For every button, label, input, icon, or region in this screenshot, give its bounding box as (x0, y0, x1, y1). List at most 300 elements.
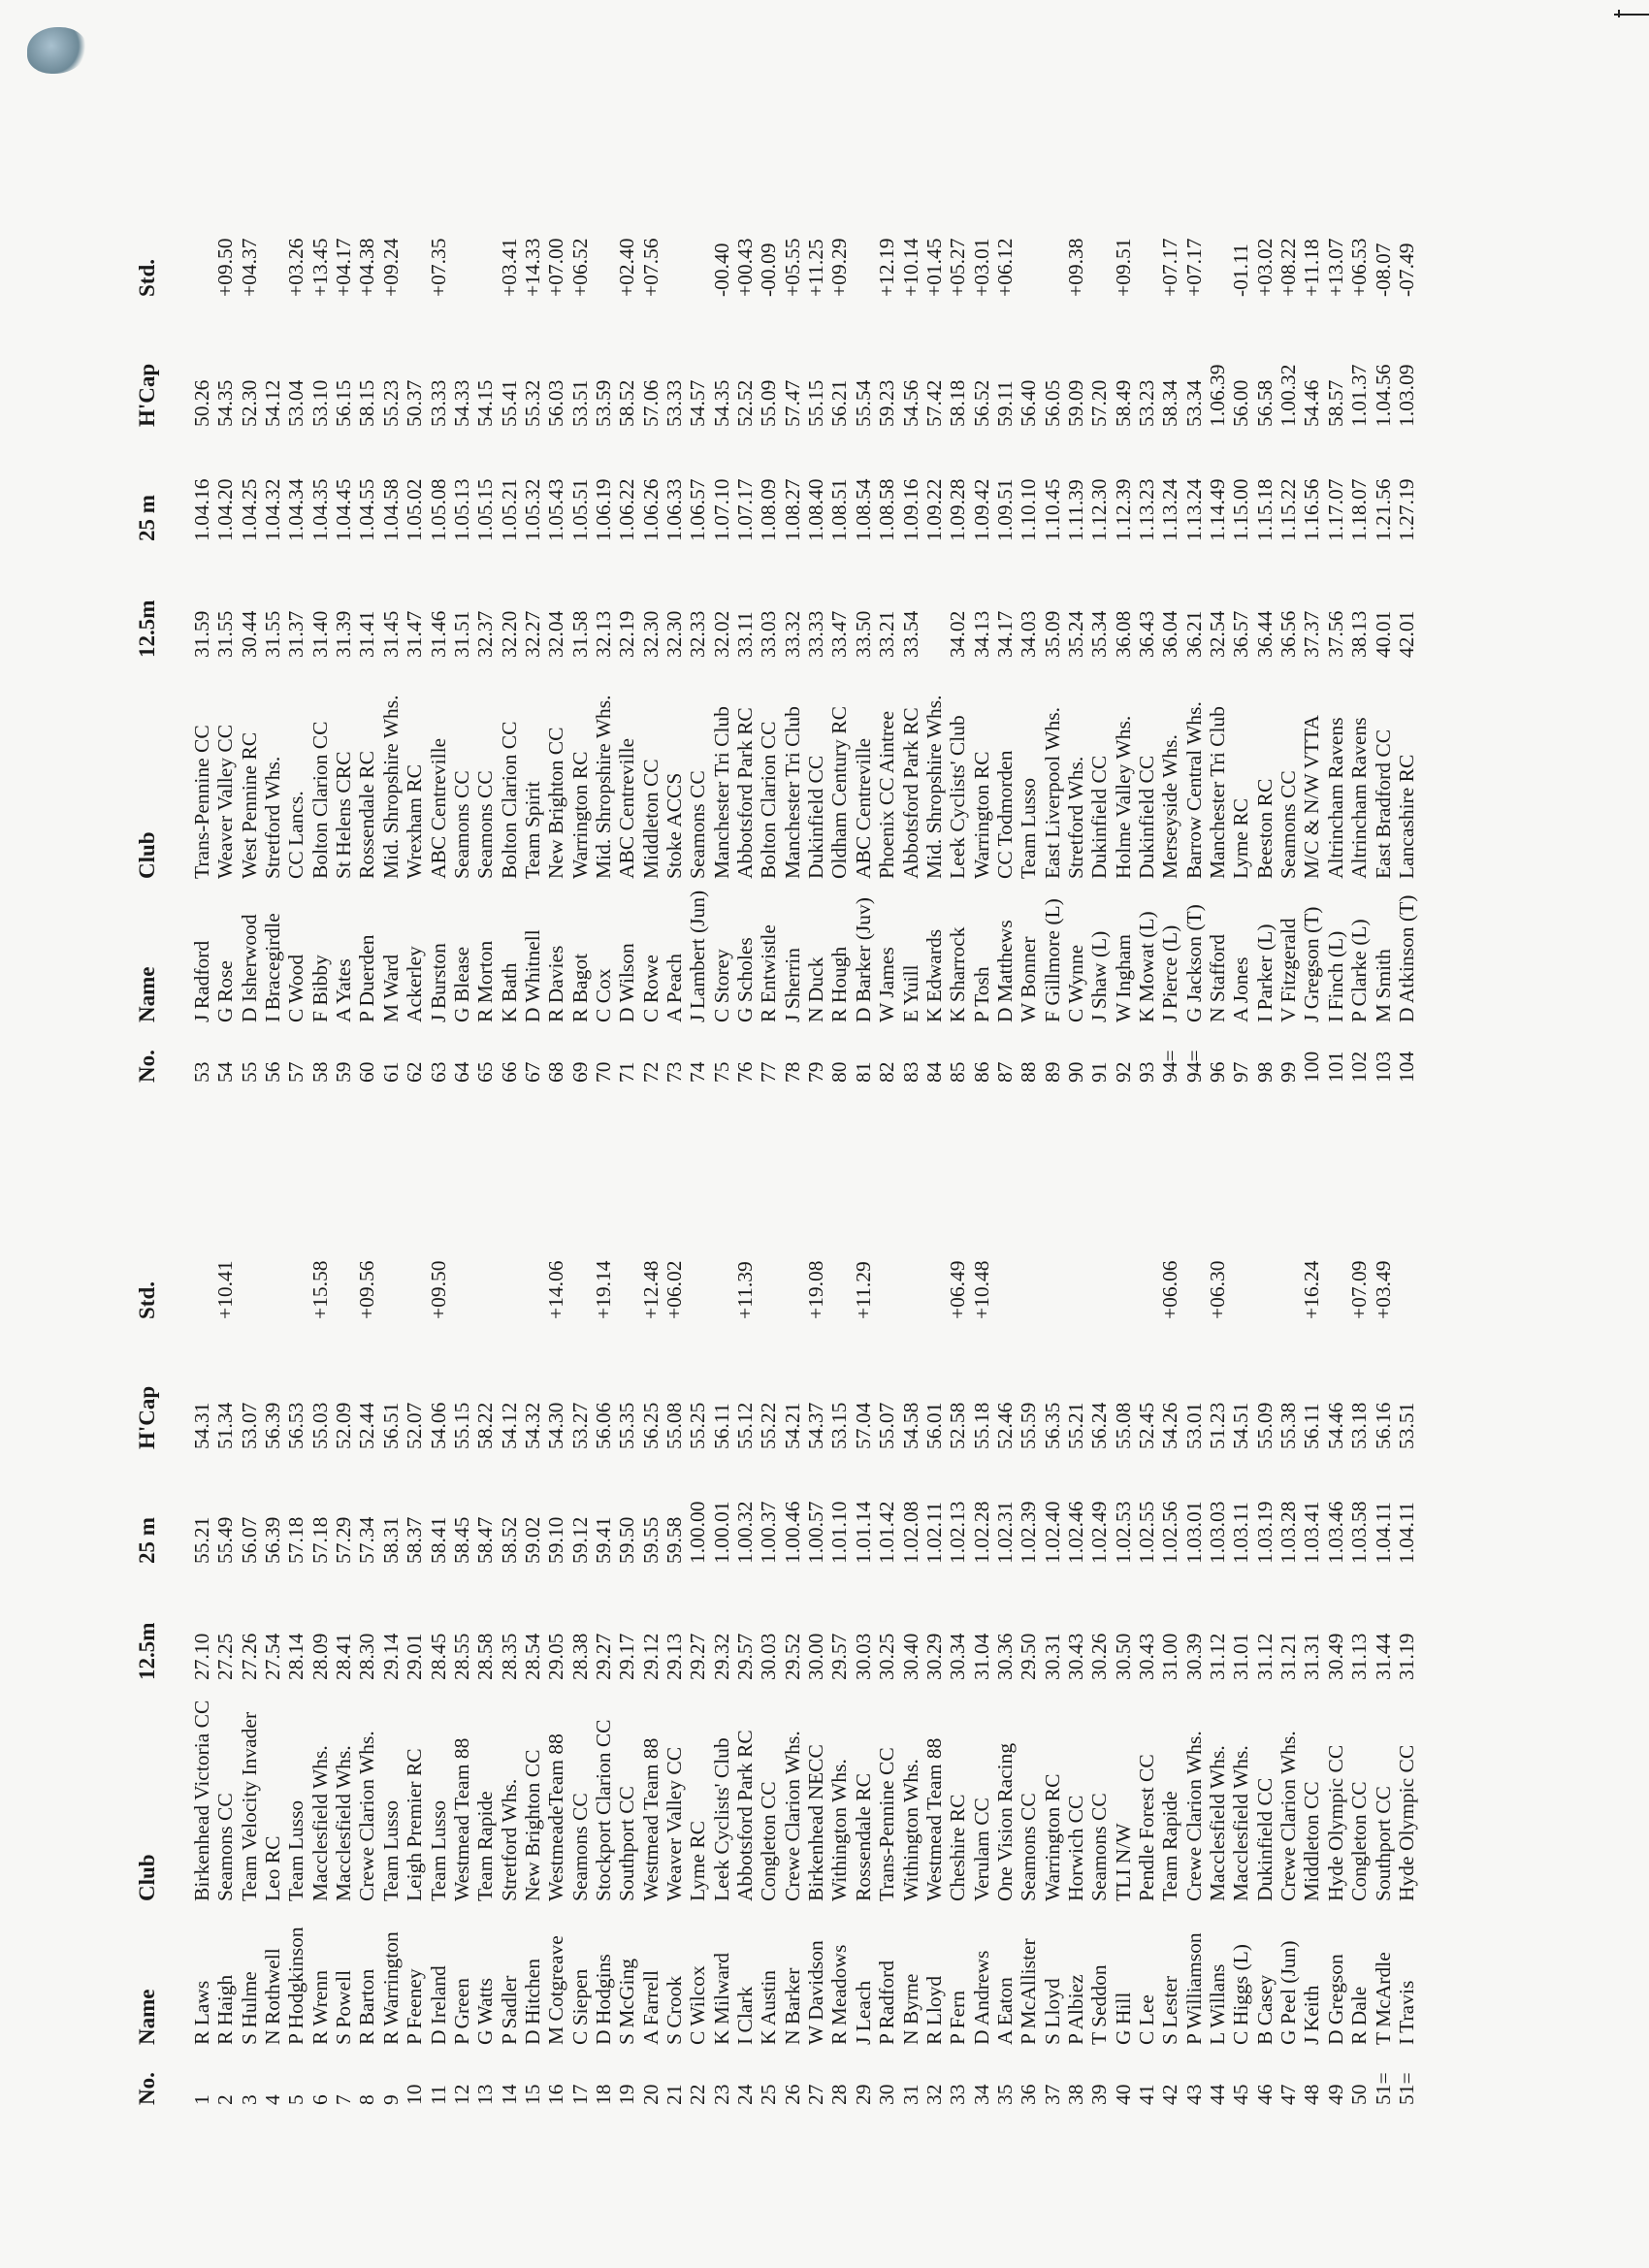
result-row (710, 113, 733, 1083)
cell-hc: 53.51 (1394, 1402, 1418, 1449)
result-row (1300, 113, 1323, 1083)
cell-t2: 1.02.31 (992, 1501, 1017, 1564)
cell-hc: 53.04 (284, 379, 308, 427)
result-row (1206, 1135, 1229, 2105)
cell-hc: 50.37 (403, 379, 427, 427)
cell-hc: 58.49 (1111, 379, 1135, 427)
cell-t2: 1.12.39 (1111, 478, 1135, 541)
cell-t2: 1.02.40 (1040, 1501, 1064, 1564)
result-row (922, 113, 946, 1083)
result-row (1064, 1135, 1087, 2105)
cell-no: 3 (237, 2094, 261, 2105)
cell-t1: 32.30 (663, 610, 686, 658)
result-row (1395, 113, 1418, 1083)
cell-club: Team Lusso (426, 1799, 450, 1901)
cell-t2: 1.02.39 (1017, 1501, 1041, 1564)
cell-name: J Radford (190, 940, 213, 1022)
cell-hc: 57.20 (1087, 379, 1112, 427)
cell-no: 60 (355, 1061, 379, 1083)
cell-no: 29 (851, 2084, 875, 2105)
cell-hc: 55.22 (757, 1402, 781, 1449)
cell-club: Stretford Whs. (261, 756, 285, 879)
cell-name: D Matthews (992, 920, 1017, 1022)
cell-t2: 1.03.58 (1347, 1501, 1372, 1564)
cell-t2: 1.04.58 (378, 478, 403, 541)
cell-club: Abbotsford Park RC (733, 1730, 758, 1901)
cell-t2: 1.01.14 (851, 1501, 875, 1564)
result-row (1324, 113, 1347, 1083)
result-row (332, 113, 355, 1083)
cell-t1: 28.54 (520, 1633, 544, 1680)
cell-name: P Fern (946, 1991, 970, 2045)
cell-no: 4 (261, 2094, 285, 2105)
cell-t2: 57.34 (355, 1516, 379, 1564)
cell-no: 54 (213, 1061, 238, 1083)
cell-t2: 1.04.11 (1371, 1502, 1395, 1564)
cell-t2: 1.03.11 (1229, 1502, 1253, 1564)
cell-t2: 1.05.15 (473, 478, 498, 541)
cell-no: 55 (237, 1061, 261, 1083)
cell-std: +07.17 (1158, 238, 1182, 297)
cell-name: G Jackson (T) (1181, 904, 1206, 1022)
result-row (1064, 113, 1087, 1083)
result-row (1017, 113, 1040, 1083)
result-row (804, 113, 827, 1083)
cell-t1: 30.31 (1040, 1633, 1064, 1680)
cell-no: 88 (1017, 1061, 1041, 1083)
cell-club: Dukinfield CC (804, 755, 828, 879)
cell-name: F Gillmore (L) (1040, 898, 1064, 1022)
cell-std: +04.37 (237, 238, 261, 297)
cell-no: 61 (378, 1061, 403, 1083)
cell-name: R Morton (473, 940, 498, 1022)
result-row (1347, 1135, 1371, 2105)
cell-no: 32 (922, 2084, 946, 2105)
cell-name: G Blease (449, 946, 473, 1022)
cell-t1: 30.03 (757, 1633, 781, 1680)
cell-std: +14.06 (544, 1260, 568, 1319)
cell-no: 36 (1017, 2084, 1041, 2105)
cell-std: +06.06 (1158, 1260, 1182, 1319)
cell-name: R Bagot (567, 953, 592, 1022)
cell-t1: 37.56 (1323, 610, 1347, 658)
cell-club: Seamons CC (213, 1793, 238, 1901)
cell-club: Hyde Olympic CC (1394, 1744, 1418, 1901)
cell-hc: 53.33 (426, 379, 450, 427)
cell-hc: 1.00.32 (1277, 364, 1301, 427)
cell-club: Weaver Valley CC (663, 1746, 686, 1901)
cell-no: 2 (213, 2094, 238, 2105)
result-row (1112, 1135, 1135, 2105)
cell-std: +11.25 (804, 239, 828, 297)
cell-std: +09.29 (827, 238, 852, 297)
cell-t1: 29.12 (638, 1633, 663, 1680)
cell-std: +05.55 (780, 238, 804, 297)
result-row (403, 1135, 426, 2105)
cell-club: Team Rapide (473, 1791, 498, 1901)
cell-no: 37 (1040, 2084, 1064, 2105)
cell-club: Seamons CC (567, 1793, 592, 1901)
cell-hc: 55.08 (1111, 1402, 1135, 1449)
cell-no: 42 (1158, 2084, 1182, 2105)
cell-t2: 59.12 (567, 1516, 592, 1564)
result-row (710, 1135, 733, 2105)
cell-name: A Farrell (638, 1969, 663, 2045)
cell-name: R Dale (1347, 1986, 1372, 2045)
cell-std: +03.49 (1371, 1260, 1395, 1319)
cell-club: Withington Whs. (898, 1759, 922, 1901)
cell-no: 67 (520, 1061, 544, 1083)
cell-club: Abbotsford Park RC (733, 707, 758, 879)
cell-hc: 54.21 (780, 1402, 804, 1449)
cell-t2: 1.05.32 (520, 478, 544, 541)
header-no: No. (135, 2072, 159, 2105)
cell-name: P Duerden (355, 934, 379, 1022)
cell-t2: 1.02.13 (946, 1501, 970, 1564)
result-row (686, 1135, 709, 2105)
cell-t1: 31.58 (567, 610, 592, 658)
cell-t2: 1.04.55 (355, 478, 379, 541)
cell-club: Crewe Clarion Whs. (1181, 1731, 1206, 1901)
cell-name: L Willans (1206, 1963, 1230, 2045)
cell-hc: 54.31 (190, 1402, 213, 1449)
cell-t2: 1.03.03 (1206, 1501, 1230, 1564)
cell-club: TLI N/W (1111, 1823, 1135, 1901)
cell-hc: 54.57 (686, 379, 710, 427)
cell-club: Team Velocity Invader (237, 1711, 261, 1901)
cell-hc: 56.01 (922, 1402, 946, 1449)
cell-t2: 1.18.07 (1347, 478, 1372, 541)
header-25m: 25 m (135, 495, 159, 541)
cell-club: Manchester Tri Club (780, 706, 804, 879)
cell-t2: 1.05.13 (449, 478, 473, 541)
result-row (213, 113, 237, 1083)
result-row (1324, 1135, 1347, 2105)
cell-t1: 31.04 (969, 1633, 993, 1680)
cell-club: Stretford Whs. (1063, 756, 1087, 879)
cell-t2: 59.55 (638, 1516, 663, 1564)
cell-hc: 55.15 (804, 379, 828, 427)
result-row (355, 113, 378, 1083)
cell-name: C Wilcox (686, 1965, 710, 2045)
cell-club: Trans-Pennine CC (190, 725, 213, 879)
cell-t1: 27.25 (213, 1633, 238, 1680)
result-row (899, 1135, 922, 2105)
cell-name: K Milward (709, 1953, 733, 2045)
cell-hc: 56.25 (638, 1402, 663, 1449)
cell-club: Team Lusso (1017, 777, 1041, 879)
cell-hc: 56.00 (1229, 379, 1253, 427)
cell-t2: 1.08.27 (780, 478, 804, 541)
cell-name: R Meadows (827, 1944, 852, 2045)
cell-hc: 56.58 (1252, 379, 1277, 427)
cell-name: S Lloyd (1040, 1978, 1064, 2045)
cell-std: +06.52 (567, 238, 592, 297)
cell-no: 49 (1323, 2084, 1347, 2105)
cell-t2: 1.01.10 (827, 1501, 852, 1564)
cell-no: 72 (638, 1061, 663, 1083)
cell-t2: 1.11.39 (1063, 479, 1087, 541)
result-row (521, 1135, 544, 2105)
result-row (1347, 113, 1371, 1083)
cell-no: 79 (804, 1061, 828, 1083)
cell-t2: 1.21.56 (1371, 478, 1395, 541)
cell-name: N Duck (804, 956, 828, 1022)
cell-club: Stockport Clarion CC (591, 1719, 615, 1901)
cell-std: +06.49 (946, 1260, 970, 1319)
cell-no: 97 (1229, 1061, 1253, 1083)
cell-no: 48 (1300, 2084, 1324, 2105)
cell-name: G Rose (213, 960, 238, 1022)
cell-t1: 28.30 (355, 1633, 379, 1680)
cell-club: Lancashire RC (1394, 754, 1418, 879)
cell-std: +06.30 (1206, 1260, 1230, 1319)
cell-t1: 30.36 (992, 1633, 1017, 1680)
cell-club: Altrincham Ravens (1323, 717, 1347, 879)
cell-no: 50 (1347, 2084, 1372, 2105)
cell-club: Seamons CC (473, 770, 498, 879)
cell-t1: 30.34 (946, 1633, 970, 1680)
cell-t1: 31.31 (1300, 1633, 1324, 1680)
result-row (473, 113, 497, 1083)
result-row (1229, 113, 1252, 1083)
cell-hc: 56.51 (378, 1402, 403, 1449)
cell-t2: 1.00.46 (780, 1501, 804, 1564)
cell-hc: 54.37 (804, 1402, 828, 1449)
result-row (827, 113, 851, 1083)
cell-club: Weaver Valley CC (213, 724, 238, 879)
header-club: Club (135, 1854, 159, 1901)
cell-club: ABC Centreville (615, 737, 639, 879)
cell-name: P Clarke (L) (1347, 919, 1372, 1022)
cell-name: A Eaton (992, 1977, 1017, 2045)
cell-club: East Bradford CC (1371, 729, 1395, 879)
cell-club: Westmead Team 88 (922, 1737, 946, 1901)
cell-club: Middleton CC (1300, 1781, 1324, 1901)
cell-t2: 1.17.07 (1323, 478, 1347, 541)
cell-no: 24 (733, 2084, 758, 2105)
cell-name: D Hitchen (520, 1959, 544, 2045)
cell-name: C Rowe (638, 955, 663, 1022)
cell-t1: 42.01 (1394, 610, 1418, 658)
cell-no: 35 (992, 2084, 1017, 2105)
cell-t2: 1.27.19 (1394, 478, 1418, 541)
result-row (733, 1135, 757, 2105)
cell-no: 84 (922, 1061, 946, 1083)
cell-hc: 55.32 (520, 379, 544, 427)
cell-std: +13.07 (1323, 238, 1347, 297)
cell-no: 69 (567, 1061, 592, 1083)
result-row (284, 113, 307, 1083)
cell-t1: 36.56 (1277, 610, 1301, 658)
header-hcap: H'Cap (135, 1385, 159, 1449)
cell-no: 5 (284, 2094, 308, 2105)
result-row (1135, 1135, 1158, 2105)
cell-t2: 1.05.08 (426, 478, 450, 541)
cell-t2: 1.02.46 (1063, 1501, 1087, 1564)
result-row (1372, 113, 1395, 1083)
results-column-right (136, 113, 1591, 1083)
result-row (238, 1135, 261, 2105)
cell-no: 13 (473, 2084, 498, 2105)
cell-hc: 55.59 (1017, 1402, 1041, 1449)
cell-t1: 27.10 (190, 1633, 213, 1680)
cell-t2: 1.02.28 (969, 1501, 993, 1564)
cell-name: T Seddon (1087, 1964, 1112, 2045)
cell-club: Southport CC (1371, 1786, 1395, 1901)
cell-hc: 54.15 (473, 379, 498, 427)
cell-t1: 28.14 (284, 1633, 308, 1680)
cell-t1: 30.03 (851, 1633, 875, 1680)
cell-t2: 1.03.28 (1277, 1501, 1301, 1564)
cell-name: P Tosh (969, 966, 993, 1022)
cell-std: +11.39 (733, 1261, 758, 1319)
cell-t1: 36.04 (1158, 610, 1182, 658)
cell-t1: 38.13 (1347, 610, 1372, 658)
cell-name: C Wynne (1063, 944, 1087, 1022)
cell-no: 33 (946, 2084, 970, 2105)
cell-hc: 56.16 (1371, 1402, 1395, 1449)
cell-t2: 1.09.42 (969, 478, 993, 541)
cell-club: Team Lusso (284, 1799, 308, 1901)
result-row (970, 1135, 993, 2105)
cell-no: 94= (1158, 1050, 1182, 1083)
cell-no: 21 (663, 2084, 686, 2105)
cell-hc: 52.44 (355, 1402, 379, 1449)
cell-std: +08.22 (1277, 238, 1301, 297)
cell-club: Horwich CC (1063, 1795, 1087, 1901)
cell-club: Dukinfield CC (1087, 755, 1112, 879)
cell-t2: 1.08.09 (757, 478, 781, 541)
cell-hc: 55.38 (1277, 1402, 1301, 1449)
result-row (1182, 113, 1206, 1083)
cell-t1: 29.01 (403, 1633, 427, 1680)
cell-t1: 32.30 (638, 610, 663, 658)
cell-t1: 30.44 (237, 610, 261, 658)
cell-club: Trans-Pennine CC (875, 1747, 899, 1901)
cell-t2: 1.02.53 (1111, 1501, 1135, 1564)
result-row (875, 113, 898, 1083)
cell-t2: 1.03.46 (1323, 1501, 1347, 1564)
cell-hc: 55.18 (969, 1402, 993, 1449)
cell-club: Birkenhead NECC (804, 1744, 828, 1901)
cell-t1: 29.27 (591, 1633, 615, 1680)
cell-hc: 58.52 (615, 379, 639, 427)
cell-t1: 29.32 (709, 1633, 733, 1680)
cell-no: 14 (497, 2084, 521, 2105)
cell-t1: 33.03 (757, 610, 781, 658)
result-row (450, 113, 473, 1083)
cell-t2: 1.06.57 (686, 478, 710, 541)
cell-t1: 30.40 (898, 1633, 922, 1680)
cell-std: +12.48 (638, 1260, 663, 1319)
cell-name: R Hough (827, 946, 852, 1022)
cell-hc: 54.58 (898, 1402, 922, 1449)
cell-t1: 31.55 (213, 610, 238, 658)
result-row (498, 113, 521, 1083)
cell-club: Crewe Clarion Whs. (780, 1731, 804, 1901)
result-row (946, 1135, 969, 2105)
cell-t1: 30.49 (1323, 1633, 1347, 1680)
cell-t2: 1.04.16 (190, 478, 213, 541)
cell-t1: 31.01 (1229, 1633, 1253, 1680)
cell-t2: 1.13.23 (1135, 478, 1158, 541)
cell-hc: 52.45 (1135, 1402, 1158, 1449)
cell-t2: 1.05.43 (544, 478, 568, 541)
cell-std: +06.53 (1347, 238, 1372, 297)
cell-hc: 53.33 (663, 379, 686, 427)
cell-no: 82 (875, 1061, 899, 1083)
cell-hc: 56.05 (1040, 379, 1064, 427)
cell-club: Team Rapide (1158, 1791, 1182, 1901)
cell-name: P Hodgkinson (284, 1927, 308, 2045)
result-row (1253, 113, 1277, 1083)
cell-t2: 1.09.51 (992, 478, 1017, 541)
result-row (1017, 1135, 1040, 2105)
result-row (970, 113, 993, 1083)
cell-no: 89 (1040, 1061, 1064, 1083)
cell-t2: 1.10.10 (1017, 478, 1041, 541)
cell-t2: 1.15.00 (1229, 478, 1253, 541)
cell-no: 103 (1371, 1051, 1395, 1083)
cell-t1: 34.17 (992, 610, 1017, 658)
cell-no: 101 (1323, 1051, 1347, 1083)
cell-name: I Travis (1394, 1980, 1418, 2045)
cell-std: +04.38 (355, 238, 379, 297)
cell-hc: 53.34 (1181, 379, 1206, 427)
cell-name: D Gregson (1323, 1954, 1347, 2045)
cell-hc: 54.35 (709, 379, 733, 427)
cell-t1: 31.12 (1252, 1633, 1277, 1680)
cell-t2: 1.08.54 (851, 478, 875, 541)
results-column-left (136, 1135, 1591, 2105)
cell-name: V Fitzgerald (1277, 918, 1301, 1022)
cell-name: M Cotgreave (544, 1935, 568, 2045)
cell-no: 71 (615, 1061, 639, 1083)
cell-std: +10.41 (213, 1260, 238, 1319)
cell-hc: 51.34 (213, 1402, 238, 1449)
cell-hc: 56.06 (591, 1402, 615, 1449)
cell-no: 19 (615, 2084, 639, 2105)
cell-t1: 31.46 (426, 610, 450, 658)
cell-no: 47 (1277, 2084, 1301, 2105)
cell-name: A Peach (663, 953, 686, 1022)
cell-name: C Cox (591, 968, 615, 1022)
result-row (261, 113, 284, 1083)
cell-t2: 1.00.37 (757, 1501, 781, 1564)
header-std: Std. (135, 259, 159, 297)
result-row (190, 1135, 213, 2105)
cell-name: G Watts (473, 1978, 498, 2045)
cell-hc: 53.15 (827, 1402, 852, 1449)
cell-no: 10 (403, 2084, 427, 2105)
cell-club: Manchester Tri Club (1206, 706, 1230, 879)
result-row (1112, 113, 1135, 1083)
cell-name: T McArdle (1371, 1952, 1395, 2045)
cell-t2: 1.06.19 (591, 478, 615, 541)
cell-hc: 55.54 (851, 379, 875, 427)
cell-t1: 31.51 (449, 610, 473, 658)
cell-hc: 55.35 (615, 1402, 639, 1449)
cell-club: Leigh Premier RC (403, 1748, 427, 1901)
cell-t1: 31.59 (190, 610, 213, 658)
cell-std: +05.27 (946, 238, 970, 297)
cell-hc: 56.35 (1040, 1402, 1064, 1449)
cell-no: 7 (332, 2094, 356, 2105)
cell-hc: 54.32 (520, 1402, 544, 1449)
cell-t1: 31.13 (1347, 1633, 1372, 1680)
cell-t2: 1.10.45 (1040, 478, 1064, 541)
